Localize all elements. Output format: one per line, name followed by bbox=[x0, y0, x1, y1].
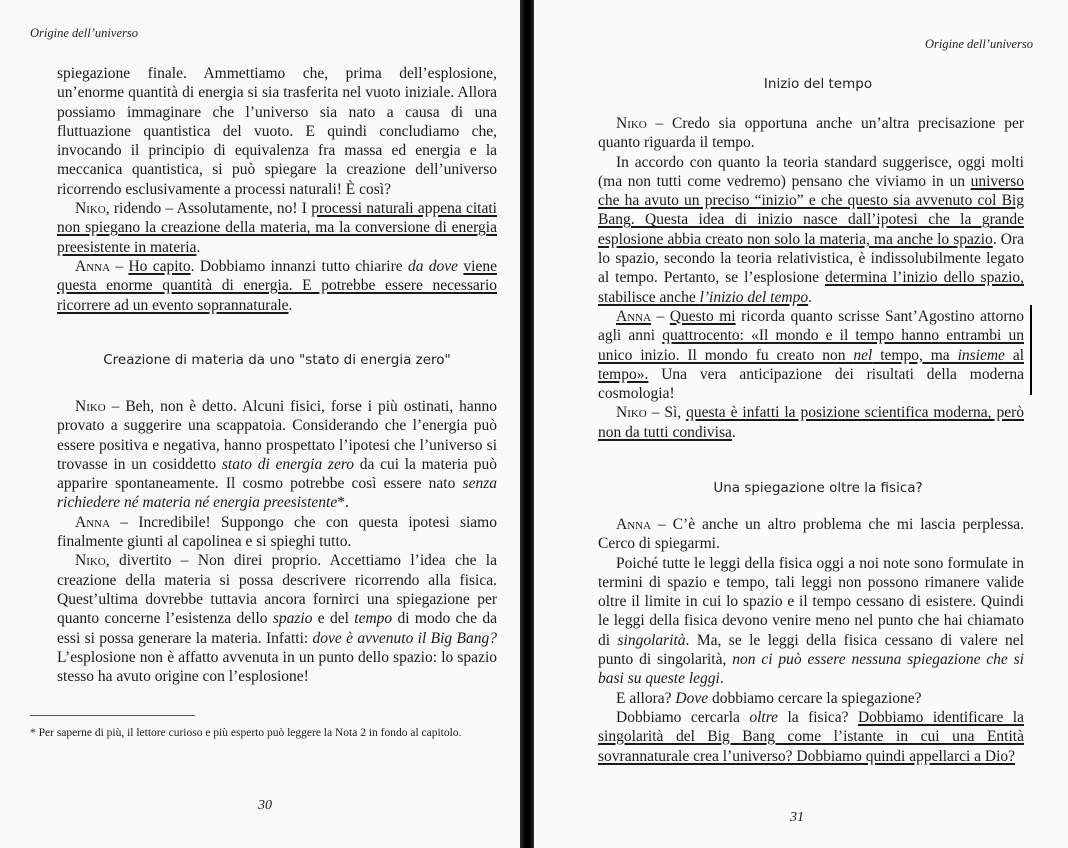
underlined-text: viene questa enorme quantità di energia. E potrebbe essere necessario ricorrere ad un evento soprannaturale bbox=[57, 257, 497, 314]
paragraph: Niko – Sì, questa è infatti la posizione scientifica moderna, però non da tutti condivisa. bbox=[598, 404, 1024, 441]
section-title: Creazione di materia da uno "stato di energia zero" bbox=[103, 352, 451, 368]
left-body-top bbox=[57, 64, 497, 315]
paragraph: Anna – C’è anche un altro problema che mi lascia perplessa. Cerco di spiegarmi. bbox=[598, 516, 1024, 553]
right-body-bottom bbox=[598, 515, 1024, 766]
running-header-left: Origine dell’universo bbox=[30, 26, 138, 40]
underlined-text: universo che ha avuto un preciso “inizio” e che questo sia avvenuto col Big Bang. Questa idea di inizio nasce dall’ipotesi che la grande esplosione abbia creato non solo la materia, ma anche lo spazio bbox=[598, 172, 1024, 248]
right-body-top bbox=[598, 114, 1024, 442]
underlined-text: questa è infatti la posizione scientifica moderna, però non da tutti condivisa bbox=[598, 404, 1024, 441]
footnote: * Per saperne di più, il lettore curioso e più esperto può leggere la Nota 2 in fondo al capitolo. bbox=[30, 727, 462, 739]
running-header-right: Origine dell’universo bbox=[925, 37, 1033, 51]
underlined-text: Ho capito bbox=[128, 257, 191, 275]
underlined-text: Questo mi bbox=[669, 307, 736, 325]
underlined-text: Dobbiamo identificare la singolarità del Big Bang come l’istante in cui una Entità sovrannaturale crea l’universo? Dobbiamo quindi appellarci a Dio? bbox=[598, 708, 1024, 765]
paragraph: In accordo con quanto la teoria standard suggerisce, oggi molti (ma non tutti come vedremo) pensano che viviamo in un universo che ha avuto un preciso “inizio” e che questo sia avvenuto col Big Bang. Questa idea di inizio nasce dall’ipotesi che la grande esplosione abbia creato non solo la materia, ma anche lo spazio. Ora lo spazio, secondo la teoria relativistica, è indissolubilmente legato al tempo. Pertanto, se l’esplosione determina l’inizio dello spazio, stabilisce anche l’inizio del tempo. bbox=[598, 153, 1025, 306]
paragraph: Niko, divertito – Non direi proprio. Accettiamo l’idea che la creazione della materia si possa descrivere ricorrendo alla fisica. Quest’ultima dovrebbe tuttavia ancora fornirci una spiegazione per quanto concerne l’esistenza dello spazio e del tempo di modo che da essi si possa generare la materia. Infatti: dove è avvenuto il Big Bang? L’esplosione non è affatto avvenuta in un punto dello spazio: lo spazio stesso ha avuto origine con l’esplosione! bbox=[57, 552, 497, 686]
book-spine bbox=[520, 0, 534, 848]
section-title: Una spiegazione oltre la fisica? bbox=[713, 480, 923, 496]
paragraph: Anna – Ho capito. Dobbiamo innanzi tutto chiarire da dove viene questa enorme quantità di energia. E potrebbe essere necessario ricorrere ad un evento soprannaturale. bbox=[57, 257, 497, 314]
paragraph: Niko – Beh, non è detto. Alcuni fisici, forse i più ostinati, hanno provato a suggerire una scappatoia. Considerando che l’energia può essere positiva e negativa, hanno prospettato l’ipotesi che l’universo si trovasse in un cosiddetto stato di energia zero da cui la materia può apparire spontaneamente. Il cosmo potrebbe così essere nato senza richiedere né materia né energia preesistente*. bbox=[57, 398, 498, 512]
paragraph: Dobbiamo cercarla oltre la fisica? Dobbiamo identificare la singolarità del Big Bang come l’istante in cui una Entità sovrannaturale crea l’universo? Dobbiamo quindi appellarci a Dio? bbox=[598, 708, 1024, 765]
left-page bbox=[0, 0, 520, 848]
underlined-text: quattrocento: «Il mondo e il tempo hanno entrambi un unico inizio. Il mondo fu creato non bbox=[598, 327, 1024, 364]
page-number-left: 30 bbox=[258, 798, 272, 813]
paragraph: Niko – Credo sia opportuna anche un’altra precisazione per quanto riguarda il tempo. bbox=[598, 115, 1024, 152]
paragraph: Niko, ridendo – Assolutamente, no! I processi naturali appena citati non spiegano la creazione della materia, ma la conversione di energia preesistente in materia. bbox=[57, 200, 497, 256]
left-body-bottom bbox=[57, 397, 497, 686]
section-title: Inizio del tempo bbox=[763, 76, 873, 92]
page-number-right: 31 bbox=[790, 810, 804, 825]
paragraph: E allora? Dove dobbiamo cercare la spiegazione? bbox=[616, 689, 922, 707]
margin-marker bbox=[1030, 305, 1032, 395]
paragraph: Anna – Incredibile! Suppongo che con questa ipotesi siamo finalmente giunti al capolinea e si spieghi tutto. bbox=[57, 513, 497, 551]
paragraph: spiegazione finale. Ammettiamo che, prima dell’esplosione, un’enorme quantità di energia si sia trasferita nel vuoto iniziale. Allora possiamo immaginare che l’universo sia nato a causa di una fluttuazione quantistica del vuoto. E quindi concludiamo che, invocando il principio di equivalenza fra massa ed energia e la meccanica quantistica, si può spiegare la creazione dell’universo ricorrendo esclusivamente a processi naturali! È così? bbox=[57, 65, 497, 198]
paragraph: Anna – Questo mi ricorda quanto scrisse Sant’Agostino attorno agli anni quattrocento: «Il mondo e il tempo hanno entrambi un unico inizio. Il mondo fu creato non nel tempo, ma insieme al tempo». Una vera anticipazione dei risultati della moderna cosmologia! bbox=[598, 307, 1025, 403]
paragraph: Poiché tutte le leggi della fisica oggi a noi note sono formulate in termini di spazio e tempo, tali leggi non possono rimanere valide oltre il limite in cui lo spazio e il tempo cessano di esistere. Quindi le leggi della fisica devono venire meno nel punto che hai chiamato di singolarità. Ma, se le leggi della fisica cessano di valere nel punto di singolarità, non ci può essere nessuna spiegazione che si basi su queste leggi. bbox=[598, 554, 1024, 688]
underlined-text: determina l’inizio dello spazio, stabilisce anche bbox=[598, 269, 1025, 306]
right-page bbox=[534, 0, 1068, 848]
underlined-text: processi naturali appena citati non spiegano la creazione della materia, ma la conversione di energia preesistente in materia bbox=[57, 200, 497, 256]
footnote-rule bbox=[30, 715, 195, 716]
